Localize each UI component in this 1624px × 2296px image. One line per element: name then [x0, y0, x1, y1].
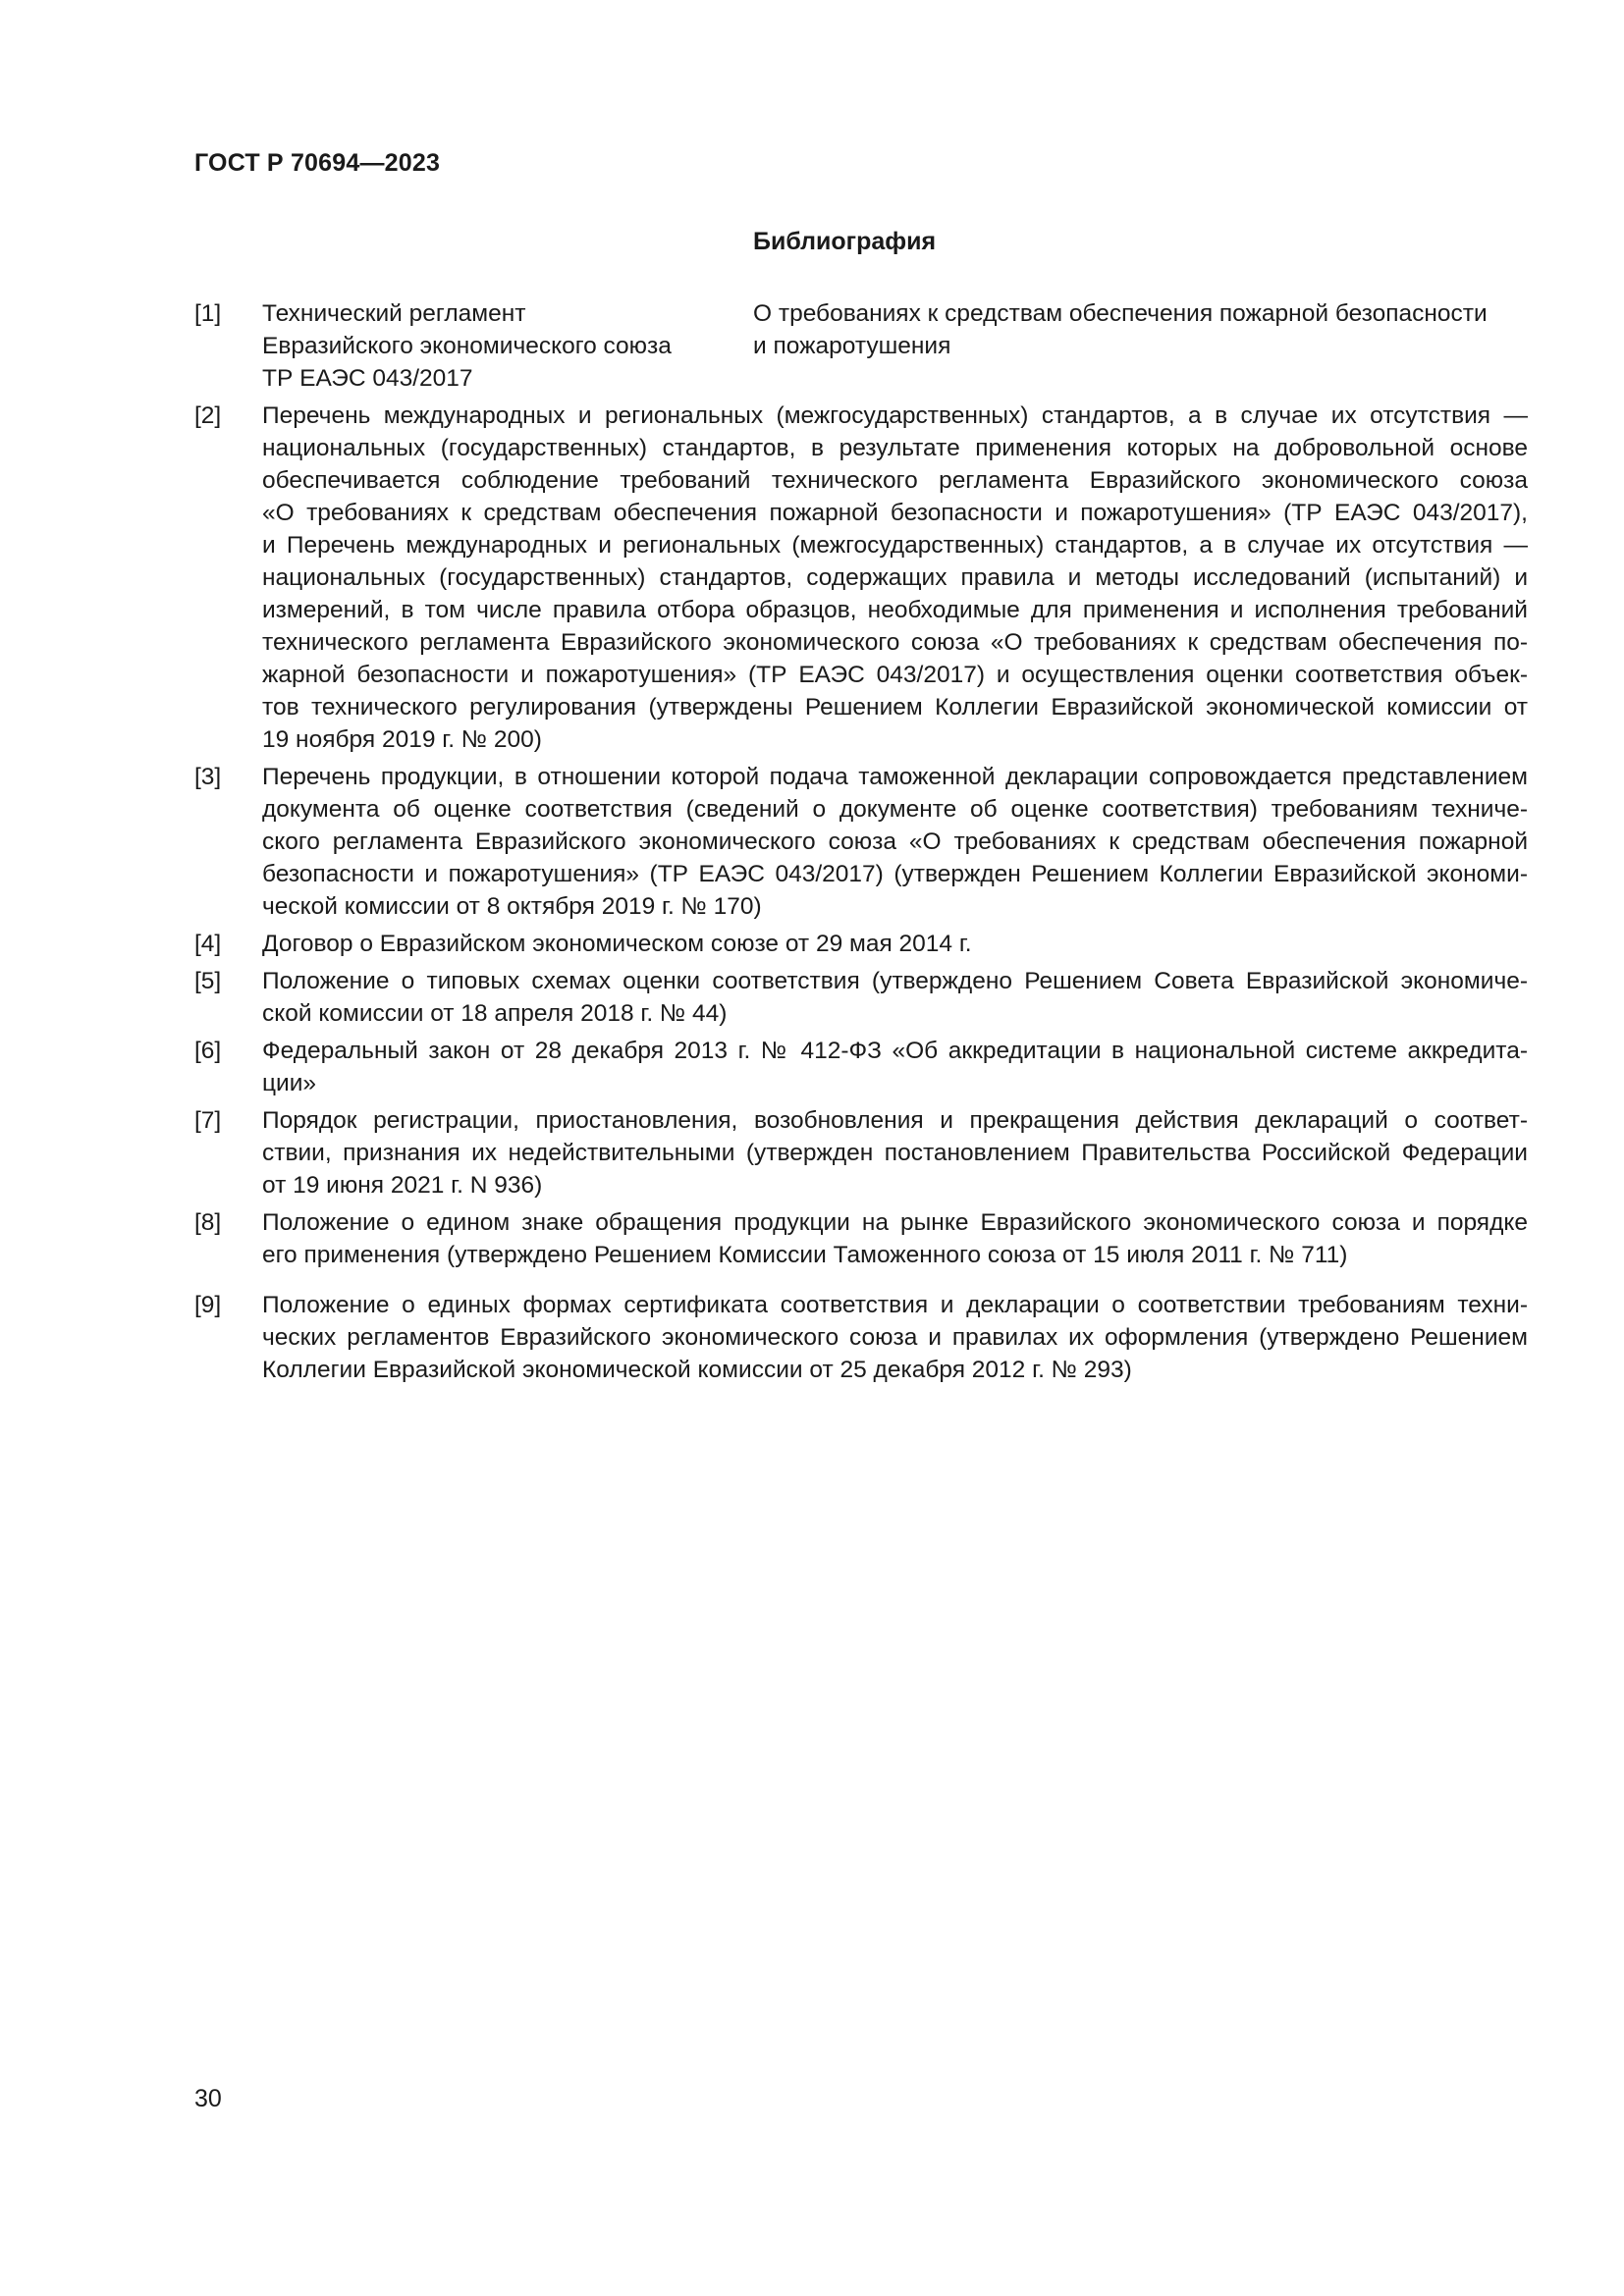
text-line: документа об оценке соответствия (сведений о документе об оценке соответствия) требованиям техниче-	[262, 796, 1528, 823]
entry-text	[262, 761, 1528, 923]
text-line: ской комиссии от 18 апреля 2018 г. № 44)	[262, 1000, 728, 1027]
bibliography-entry-8	[194, 1206, 1528, 1271]
bibliography-entry-3	[194, 761, 1528, 923]
regulation-designation	[262, 297, 753, 395]
text-line: Положение о единых формах сертификата соответствия и декларации о соответствии требованиям техни-	[262, 1292, 1528, 1318]
text-line: 19 ноября 2019 г. № 200)	[262, 726, 542, 753]
text-line: обеспечивается соблюдение требований технического регламента Евразийского экономического союза	[262, 467, 1528, 494]
entry-number: [9]	[194, 1292, 222, 1318]
entry-number: [5]	[194, 968, 222, 994]
section-title-text: Библиография	[753, 228, 937, 255]
bibliography-entry-5	[194, 965, 1528, 1030]
entry-text	[262, 928, 1528, 960]
text-line: О требованиях к средствам обеспечения пожарной безопасности	[753, 300, 1488, 327]
text-line: национальных (государственных) стандартов, в результате применения которых на добровольной основе	[262, 435, 1528, 461]
text-line: Федеральный закон от 28 декабря 2013 г. № 412-ФЗ «Об аккредитации в национальной системе аккредита-	[262, 1038, 1528, 1064]
entry-text	[262, 965, 1528, 1030]
bibliography-entry-1	[194, 297, 1528, 395]
entry-text	[262, 1289, 1528, 1386]
text-line: жарной безопасности и пожаротушения» (ТР ЕАЭС 043/2017) и осуществления оценки соответствия объек-	[262, 662, 1528, 688]
entry-text	[262, 297, 1528, 395]
text-line: безопасности и пожаротушения» (ТР ЕАЭС 043/2017) (утвержден Решением Коллегии Евразийской экономи-	[262, 861, 1528, 887]
text-line: тов технического регулирования (утверждены Решением Коллегии Евразийской экономической комиссии от	[262, 694, 1528, 721]
bibliography-entry-9	[194, 1289, 1528, 1386]
entry-text	[262, 1104, 1528, 1201]
entry-number: [4]	[194, 931, 222, 957]
entry-number: [3]	[194, 764, 222, 790]
entry-number: [2]	[194, 402, 222, 429]
text-line: Порядок регистрации, приостановления, возобновления и прекращения действия деклараций о соответ-	[262, 1107, 1528, 1134]
text-line: его применения (утверждено Решением Комиссии Таможенного союза от 15 июля 2011 г. № 711)	[262, 1242, 1348, 1268]
bibliography-entry-6	[194, 1035, 1528, 1099]
text-line: ции»	[262, 1070, 317, 1096]
text-line: Перечень международных и региональных (межгосударственных) стандартов, а в случае их отсутствия —	[262, 402, 1528, 429]
page-number: 30	[194, 2085, 222, 2112]
entry-text	[262, 1206, 1528, 1271]
text-line: ствии, признания их недействительными (утвержден постановлением Правительства Российской Федерации	[262, 1140, 1528, 1166]
text-line: технического регламента Евразийского экономического союза «О требованиях к средствам обеспечения по-	[262, 629, 1528, 656]
entry-number: [7]	[194, 1107, 222, 1134]
entry-number: [1]	[194, 300, 222, 327]
entry-number: [6]	[194, 1038, 222, 1064]
text-line: Евразийского экономического союза	[262, 333, 672, 359]
bibliography-entry-4	[194, 928, 1528, 960]
document-code: ГОСТ Р 70694—2023	[194, 149, 441, 177]
bibliography-list	[194, 297, 1528, 1391]
text-line: национальных (государственных) стандартов, содержащих правила и методы исследований (испытаний) и	[262, 564, 1528, 591]
text-line: ТР ЕАЭС 043/2017	[262, 365, 473, 392]
text-line: и Перечень международных и региональных (межгосударственных) стандартов, а в случае их отсутствия —	[262, 532, 1528, 559]
regulation-title	[753, 297, 1528, 395]
text-line: «О требованиях к средствам обеспечения пожарной безопасности и пожаротушения» (ТР ЕАЭС 043/2017),	[262, 500, 1528, 526]
text-line: Коллегии Евразийской экономической комиссии от 25 декабря 2012 г. № 293)	[262, 1357, 1132, 1383]
text-line: Положение о типовых схемах оценки соответствия (утверждено Решением Совета Евразийской экономиче-	[262, 968, 1528, 994]
text-line: и пожаротушения	[753, 333, 951, 359]
text-line: Положение о едином знаке обращения продукции на рынке Евразийского экономического союза и порядке	[262, 1209, 1528, 1236]
text-line: Перечень продукции, в отношении которой подача таможенной декларации сопровождается представлением	[262, 764, 1528, 790]
text-line: Технический регламент	[262, 300, 526, 327]
entry-text	[262, 1035, 1528, 1099]
entry-text	[262, 400, 1528, 756]
text-line: ческой комиссии от 8 октября 2019 г. № 170)	[262, 893, 762, 920]
text-line: от 19 июня 2021 г. N 936)	[262, 1172, 543, 1199]
bibliography-entry-2	[194, 400, 1528, 756]
bibliography-entry-7	[194, 1104, 1528, 1201]
entry-number: [8]	[194, 1209, 222, 1236]
text-line: Договор о Евразийском экономическом союзе от 29 мая 2014 г.	[262, 931, 972, 957]
text-line: ческих регламентов Евразийского экономического союза и правилах их оформления (утверждено Решением	[262, 1324, 1528, 1351]
text-line: ского регламента Евразийского экономического союза «О требованиях к средствам обеспечения пожарной	[262, 828, 1528, 855]
text-line: измерений, в том числе правила отбора образцов, необходимые для применения и исполнения требований	[262, 597, 1528, 623]
